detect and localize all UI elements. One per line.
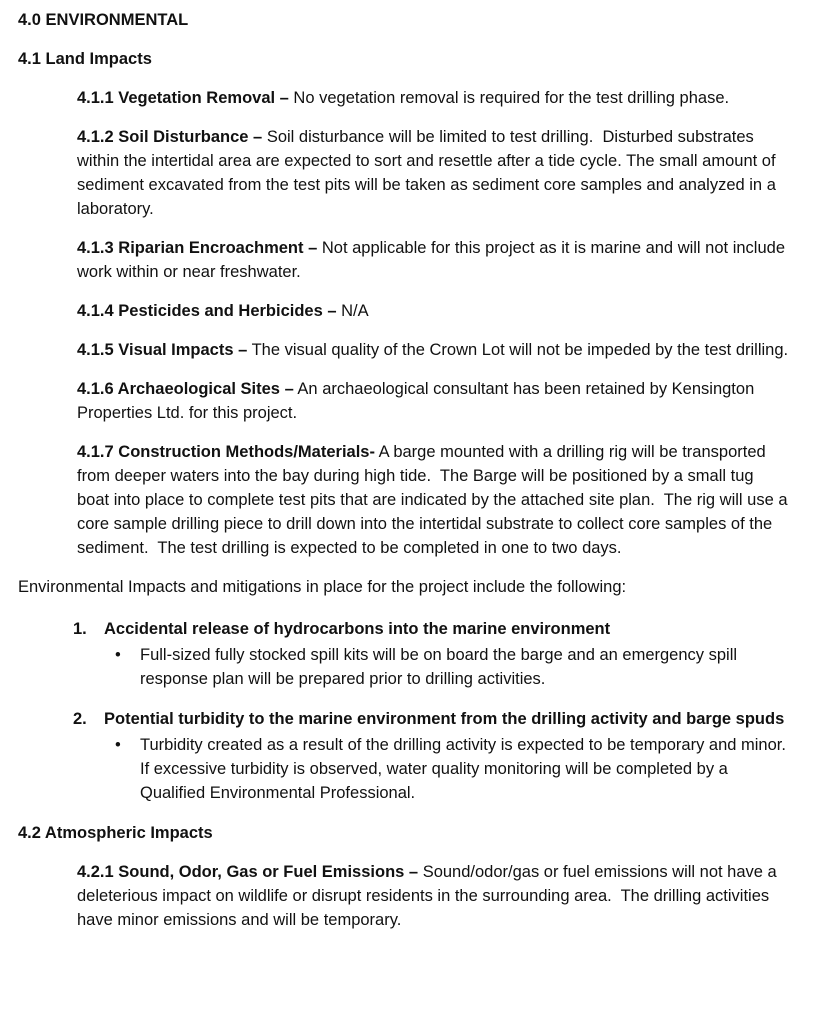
item-number: 2. [73,710,87,728]
paragraph-label: 4.1.7 Construction Methods/Materials- [77,443,375,461]
bullet-item [115,643,790,691]
subsection-paragraph-4-1-5 [77,338,790,362]
section-heading-4-2: 4.2 Atmospheric Impacts [18,824,213,842]
subsection-paragraph-4-1-7 [77,440,793,560]
intro-paragraph: Environmental Impacts and mitigations in place for the project include the following: [18,578,627,596]
subsection-paragraph-4-1-4 [77,299,790,323]
paragraph-text: Soil disturbance will be limited to test drilling. Disturbed substrates within the intertidal area are expected to sort and resettle after a tide cycle. The small amount of sediment excavated from the test pits will be taken as sediment core samples and analyzed in a laboratory. [77,128,781,218]
bullet-item [115,733,796,805]
list-item-2 [73,707,796,805]
paragraph-label: 4.1.1 Vegetation Removal – [77,89,289,107]
subsection-paragraph-4-2-1 [77,860,790,932]
paragraph-label: 4.1.5 Visual Impacts – [77,341,248,359]
subsection-paragraph-4-1-6 [77,377,790,425]
paragraph-text: Not applicable for this project as it is marine and will not include work within or near freshwater. [77,239,790,281]
paragraph-text: N/A [336,302,369,320]
paragraph-text: No vegetation removal is required for the test drilling phase. [288,89,730,107]
bullet-icon: • [115,736,121,754]
section-heading-4-1: 4.1 Land Impacts [18,50,152,68]
paragraph-text: The visual quality of the Crown Lot will not be impeded by the test drilling. [247,341,789,359]
paragraph-label: 4.2.1 Sound, Odor, Gas or Fuel Emissions – [77,863,419,881]
paragraph-label: 4.1.4 Pesticides and Herbicides – [77,302,337,320]
item-body [104,707,796,805]
bullet-icon: • [115,646,121,664]
item-title: Accidental release of hydrocarbons into the marine environment [104,620,611,638]
paragraph-text: An archaeological consultant has been retained by Kensington Properties Ltd. for this project. [77,380,759,422]
section-heading-4-0: 4.0 ENVIRONMENTAL [18,11,189,29]
item-number: 1. [73,620,87,638]
paragraph-label: 4.1.6 Archaeological Sites – [77,380,294,398]
paragraph-text: A barge mounted with a drilling rig will be transported from deeper waters into the bay during high tide. The Barge will be positioned by a small tug boat into place to complete test pits that are indicated by the attached site plan. The rig will use a core sample drilling piece to drill down into the intertidal substrate to collect core samples of the sediment. The test drilling is expected to be completed in one to two days. [77,443,793,557]
paragraph-text: Sound/odor/gas or fuel emissions will not have a deleterious impact on wildlife or disrupt residents in the surrounding area. The drilling activities have minor emissions and will be temporary. [77,863,782,929]
numbered-list [18,617,796,805]
subsection-paragraph-4-1-1 [77,86,790,110]
item-body [104,617,790,691]
paragraph-label: 4.1.3 Riparian Encroachment – [77,239,318,257]
subsection-paragraph-4-1-3 [77,236,790,284]
bullet-text: Turbidity created as a result of the drilling activity is expected to be temporary and minor. If excessive turbidity is observed, water quality monitoring will be completed by a Qualified Environmental Professional. [140,736,796,802]
paragraph-label: 4.1.2 Soil Disturbance – [77,128,263,146]
item-title: Potential turbidity to the marine environment from the drilling activity and barge spuds [104,710,785,728]
bullet-text: Full-sized fully stocked spill kits will be on board the barge and an emergency spill response plan will be prepared prior to drilling activities. [140,646,742,688]
list-item-1 [73,617,790,691]
subsection-paragraph-4-1-2 [77,125,790,221]
